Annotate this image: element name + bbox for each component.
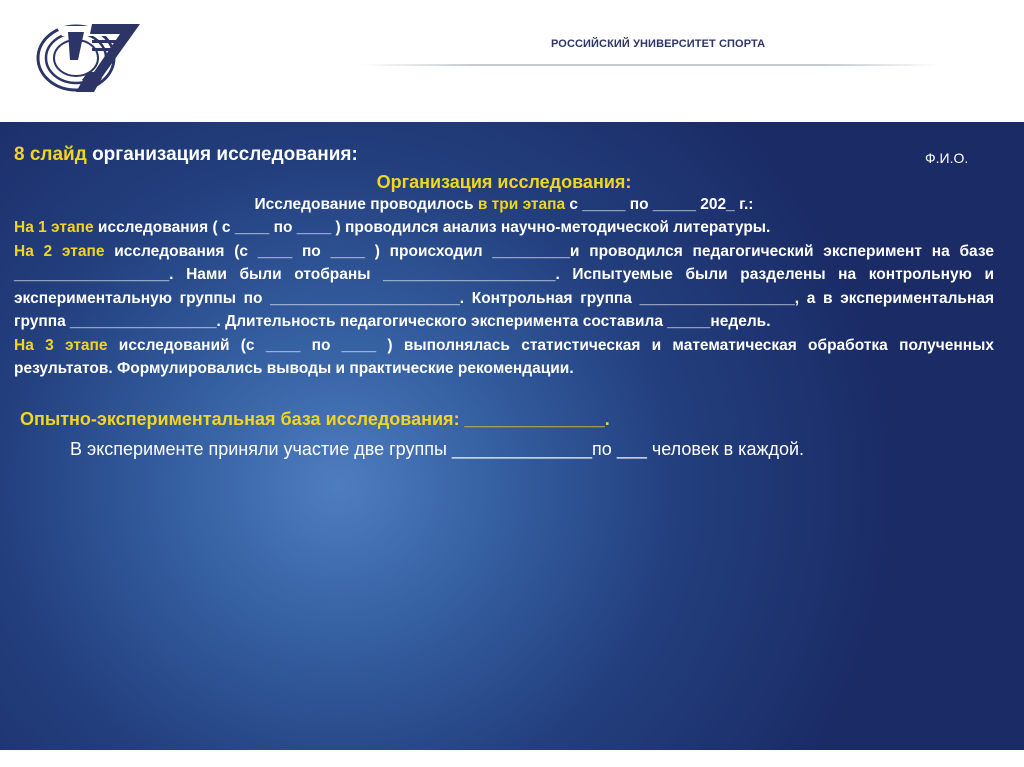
- stage-1-text: исследования ( с ____ по ____ ) проводился анализ научно-методической литературы.: [93, 219, 771, 236]
- experimental-base-line: Опытно-экспериментальная база исследования: ______________.: [20, 408, 610, 429]
- stage-2-label: На 2 этапе: [14, 242, 105, 260]
- slide-content: [14, 142, 994, 461]
- stage-3-text: исследований (с ____ по ____ ) выполнялась статистическая и математическая обработка полученных результатов. Формулировались выводы и практические рекомендации.: [14, 336, 994, 377]
- slide-heading: [14, 142, 994, 168]
- stage-3-paragraph: [14, 334, 994, 381]
- slide-bottom-margin: [0, 750, 1024, 767]
- university-title: РОССИЙСКИЙ УНИВЕРСИТЕТ СПОРТА: [551, 38, 766, 50]
- subtitle-after: с _____ по _____ 202_ г.:: [565, 196, 754, 213]
- university-logo: [32, 18, 142, 98]
- slide-heading-text: организация исследования:: [86, 144, 358, 165]
- stage-2-text: исследования (с ____ по ____ ) происходил _________и проводился педагогический эксперимент на базе __________________. Нами были отобраны ____________________. Испытуемые были разделены на контрольную и экспериментальную группы по ______________________. Контрольная группа __________________, а в экспериментальная группа _________________. Длительность педагогического эксперимента составила _____недель.: [14, 242, 994, 330]
- stage-1-label: На 1 этапе: [14, 219, 94, 236]
- stage-1-paragraph: [14, 216, 994, 240]
- subtitle-highlight: в три этапа: [477, 196, 566, 213]
- experiment-participants-line: В эксперименте приняли участие две группы ______________по ___ человек в каждой.: [70, 438, 805, 459]
- section-title: Организация исследования:: [376, 172, 632, 192]
- subtitle-before: Исследование проводилось: [254, 196, 478, 213]
- slide-header: [0, 0, 1024, 122]
- header-divider: [360, 64, 940, 66]
- section-subtitle: [14, 194, 994, 216]
- stage-2-paragraph: [14, 240, 994, 334]
- stage-3-label: На 3 этапе: [14, 336, 108, 354]
- author-placeholder: Ф.И.О.: [925, 150, 969, 166]
- slide-number: 8 слайд: [14, 144, 87, 165]
